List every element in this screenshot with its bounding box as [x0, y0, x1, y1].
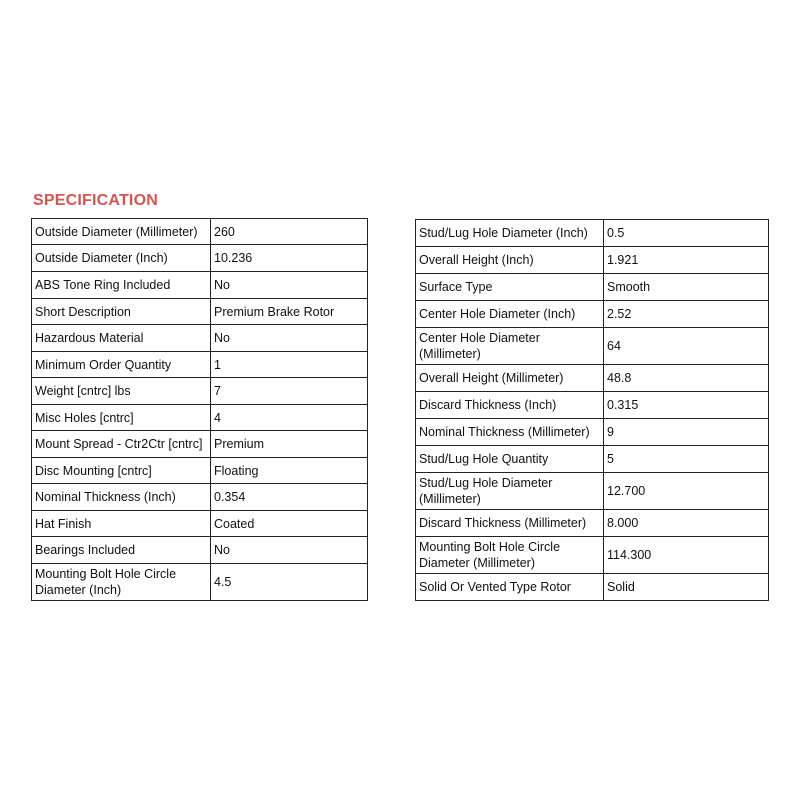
spec-label: Outside Diameter (Inch): [32, 245, 211, 272]
table-row: [416, 510, 769, 537]
spec-value: 8.000: [604, 510, 769, 537]
spec-value: Solid: [604, 574, 769, 601]
spec-label: Discard Thickness (Millimeter): [416, 510, 604, 537]
table-row: [416, 537, 769, 574]
spec-label: Mounting Bolt Hole Circle Diameter (Inch): [32, 564, 211, 601]
spec-label: Outside Diameter (Millimeter): [32, 219, 211, 245]
spec-value: 10.236: [211, 245, 368, 272]
table-row: [416, 247, 769, 274]
table-row: [416, 419, 769, 446]
spec-value: 114.300: [604, 537, 769, 574]
spec-value: Premium: [211, 431, 368, 458]
spec-value: 12.700: [604, 473, 769, 510]
table-row: [32, 405, 368, 431]
spec-label: ABS Tone Ring Included: [32, 272, 211, 299]
spec-label: Overall Height (Millimeter): [416, 365, 604, 392]
table-row: [32, 511, 368, 537]
spec-label: Nominal Thickness (Millimeter): [416, 419, 604, 446]
page-title: SPECIFICATION: [33, 192, 158, 209]
spec-label: Solid Or Vented Type Rotor: [416, 574, 604, 601]
spec-label: Misc Holes [cntrc]: [32, 405, 211, 431]
spec-label: Surface Type: [416, 274, 604, 301]
table-row: [32, 458, 368, 484]
spec-label: Stud/Lug Hole Quantity: [416, 446, 604, 473]
table-row: [416, 574, 769, 601]
spec-value: Premium Brake Rotor: [211, 299, 368, 325]
spec-value: 5: [604, 446, 769, 473]
spec-value: 4.5: [211, 564, 368, 601]
spec-label: Nominal Thickness (Inch): [32, 484, 211, 511]
table-row: [32, 272, 368, 299]
table-row: [416, 365, 769, 392]
spec-value: No: [211, 325, 368, 352]
table-row: [416, 446, 769, 473]
spec-value: 260: [211, 219, 368, 245]
spec-label: Bearings Included: [32, 537, 211, 564]
spec-value: 0.5: [604, 220, 769, 247]
spec-value: 64: [604, 328, 769, 365]
spec-value: No: [211, 537, 368, 564]
table-row: [32, 352, 368, 378]
table-row: [32, 299, 368, 325]
spec-label: Center Hole Diameter (Millimeter): [416, 328, 604, 365]
table-row: [32, 564, 368, 601]
spec-label: Hat Finish: [32, 511, 211, 537]
table-row: [416, 473, 769, 510]
spec-table-right: [415, 219, 769, 601]
spec-label: Stud/Lug Hole Diameter (Inch): [416, 220, 604, 247]
table-row: [32, 537, 368, 564]
spec-value: 1.921: [604, 247, 769, 274]
spec-label: Mounting Bolt Hole Circle Diameter (Millimeter): [416, 537, 604, 574]
spec-value: Floating: [211, 458, 368, 484]
spec-label: Center Hole Diameter (Inch): [416, 301, 604, 328]
spec-label: Short Description: [32, 299, 211, 325]
spec-value: Coated: [211, 511, 368, 537]
spec-label: Mount Spread - Ctr2Ctr [cntrc]: [32, 431, 211, 458]
spec-label: Disc Mounting [cntrc]: [32, 458, 211, 484]
spec-value: 7: [211, 378, 368, 405]
spec-value: 0.315: [604, 392, 769, 419]
table-row: [416, 301, 769, 328]
table-row: [416, 392, 769, 419]
spec-label: Hazardous Material: [32, 325, 211, 352]
table-row: [32, 245, 368, 272]
spec-label: Minimum Order Quantity: [32, 352, 211, 378]
table-row: [32, 484, 368, 511]
spec-value: 2.52: [604, 301, 769, 328]
table-row: [416, 274, 769, 301]
spec-table-left: [31, 218, 368, 601]
table-row: [32, 431, 368, 458]
spec-value: 1: [211, 352, 368, 378]
spec-label: Discard Thickness (Inch): [416, 392, 604, 419]
table-row: [416, 220, 769, 247]
spec-value: 4: [211, 405, 368, 431]
table-row: [32, 325, 368, 352]
spec-value: 48.8: [604, 365, 769, 392]
spec-value: No: [211, 272, 368, 299]
spec-label: Stud/Lug Hole Diameter (Millimeter): [416, 473, 604, 510]
spec-value: 0.354: [211, 484, 368, 511]
table-row: [32, 378, 368, 405]
table-row: [32, 219, 368, 245]
spec-label: Overall Height (Inch): [416, 247, 604, 274]
spec-value: 9: [604, 419, 769, 446]
spec-label: Weight [cntrc] lbs: [32, 378, 211, 405]
spec-value: Smooth: [604, 274, 769, 301]
table-row: [416, 328, 769, 365]
